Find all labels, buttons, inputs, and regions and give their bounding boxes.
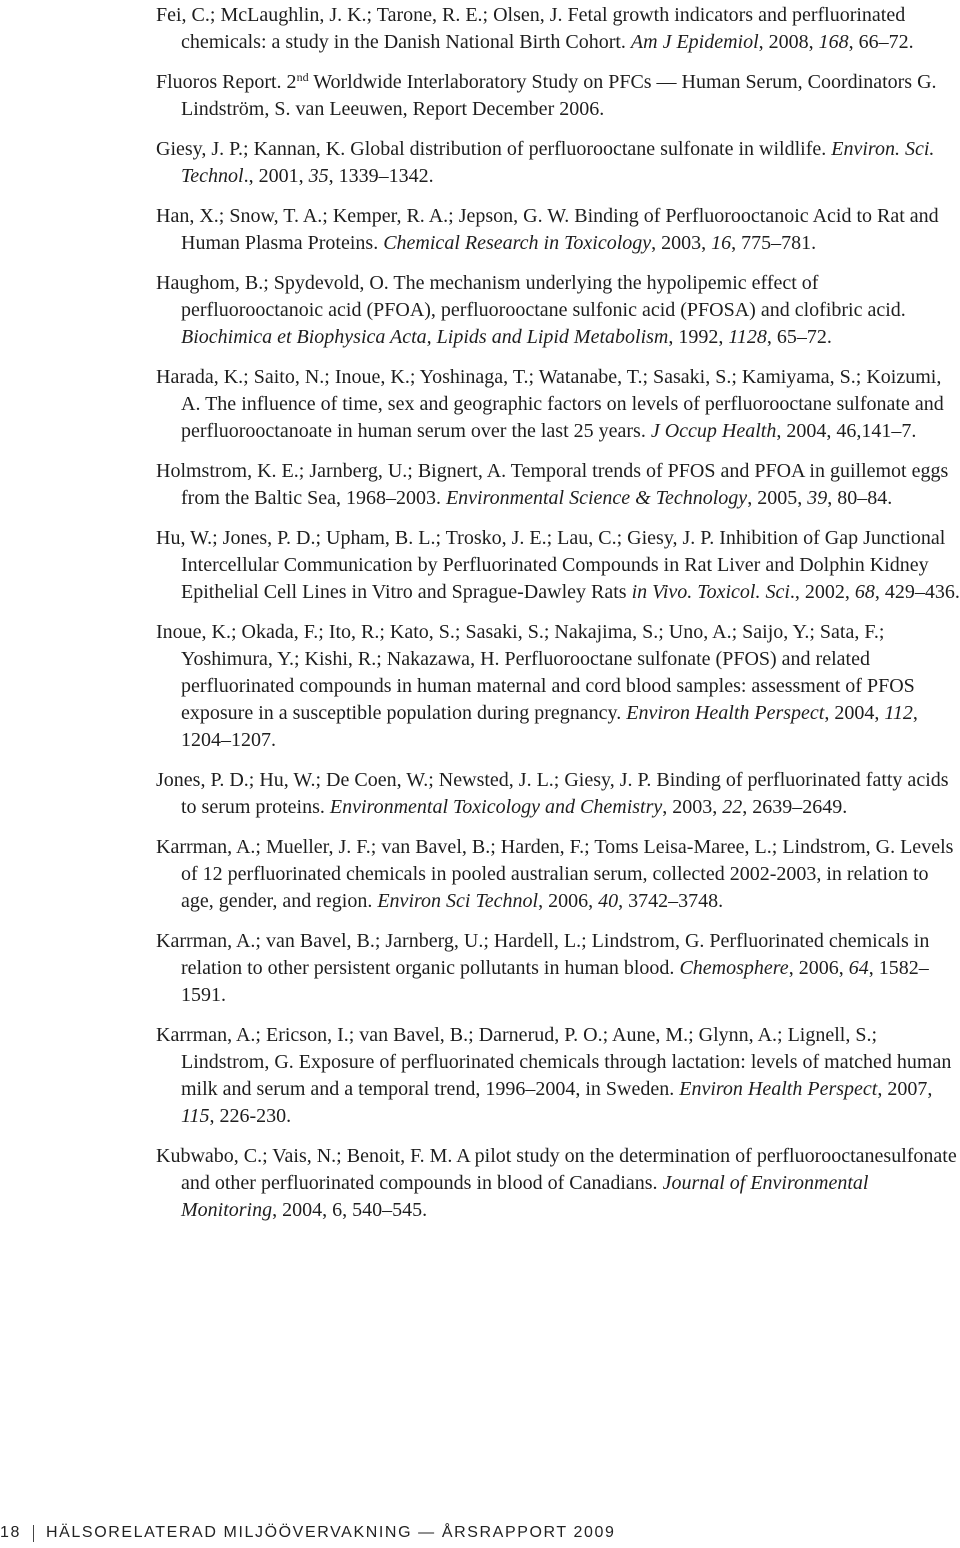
- ref-volume: 64: [848, 957, 869, 979]
- ref-pages: , 1582–1591.: [181, 957, 929, 1006]
- ref-pages: , 2639–2649.: [742, 796, 848, 818]
- ref-volume: 40: [598, 890, 619, 912]
- ref-authors: Haughom, B.; Spydevold, O.: [156, 272, 389, 294]
- ref-volume: 35: [308, 165, 329, 187]
- ref-journal: Environmental Toxicology and Chemistry: [329, 796, 663, 818]
- reference-entry: [156, 136, 960, 190]
- ref-journal: Environmental Science & Technology: [445, 487, 748, 509]
- ref-journal: Environ. Sci. Technol: [181, 138, 935, 187]
- ref-authors: Fei, C.; McLaughlin, J. K.; Tarone, R. E.; Olsen, J.: [156, 4, 563, 26]
- ref-title: The mechanism underlying the hypolipemic effect of perfluorooctanoic acid (PFOA), perfluorooctane sulfonic acid (PFOSA) and clofibric acid.: [181, 272, 906, 321]
- ref-journal: Journal of Environmental Monitoring: [181, 1172, 869, 1221]
- reference-entry: [156, 619, 960, 754]
- reference-entry: [156, 270, 960, 351]
- ref-title: Fluoros Report. 2: [156, 71, 297, 93]
- reference-list: [156, 2, 960, 1237]
- ref-authors: Hu, W.; Jones, P. D.; Upham, B. L.; Trosko, J. E.; Lau, C.; Giesy, J. P.: [156, 527, 715, 549]
- ref-year: ., 2001,: [243, 165, 309, 187]
- reference-entry: [156, 69, 960, 123]
- ref-authors: Karrman, A.; Mueller, J. F.; van Bavel, B.; Harden, F.; Toms Leisa-Maree, L.; Lindstrom, G.: [156, 836, 896, 858]
- ref-title: Global distribution of perfluorooctane sulfonate in wildlife.: [350, 138, 827, 160]
- ref-volume: 16: [711, 232, 732, 254]
- reference-entry: [156, 458, 960, 512]
- ref-journal: Environ Health Perspect: [679, 1078, 878, 1100]
- ref-year: , 2004, 46,141–7.: [776, 420, 917, 442]
- ref-pages: , 1339–1342.: [328, 165, 434, 187]
- ref-title: A pilot study on the determination of perfluorooctanesulfonate and other perfluorinated compounds in blood of Canadians.: [181, 1145, 957, 1194]
- ref-authors: Karrman, A.; van Bavel, B.; Jarnberg, U.; Hardell, L.; Lindstrom, G.: [156, 930, 705, 952]
- reference-entry: [156, 364, 960, 445]
- ref-journal: Chemical Research in Toxicology: [383, 232, 652, 254]
- ref-superscript: nd: [296, 70, 309, 84]
- reference-entry: [156, 767, 960, 821]
- ref-authors: Holmstrom, K. E.; Jarnberg, U.; Bignert, A.: [156, 460, 507, 482]
- ref-authors: Karrman, A.; Ericson, I.; van Bavel, B.; Darnerud, P. O.; Aune, M.; Glynn, A.; Lignell, S.; Lindstrom, G.: [156, 1024, 878, 1073]
- ref-authors: Han, X.; Snow, T. A.; Kemper, R. A.; Jepson, G. W.: [156, 205, 570, 227]
- ref-pages: , 1204–1207.: [181, 702, 918, 751]
- ref-title: Levels of 12 perfluorinated chemicals in pooled australian serum, collected 2002-2003, in relation to age, gender, and region.: [181, 836, 954, 912]
- reference-entry: [156, 203, 960, 257]
- ref-volume: 115: [181, 1105, 210, 1127]
- reference-entry: [156, 928, 960, 1009]
- reference-entry: [156, 1022, 960, 1130]
- ref-journal: J Occup Health: [650, 420, 777, 442]
- ref-authors: Inoue, K.; Okada, F.; Ito, R.; Kato, S.; Sasaki, S.; Nakajima, S.; Uno, A.; Saijo, Y.; Sata, F.; Yoshimura, Y.; Kishi, R.; Nakazawa, H.: [156, 621, 885, 670]
- ref-title: Binding of perfluorinated fatty acids to serum proteins.: [181, 769, 949, 818]
- ref-journal: Environ Sci Technol: [377, 890, 539, 912]
- ref-volume: 39: [807, 487, 828, 509]
- ref-journal: in Vivo. Toxicol. Sci: [631, 581, 790, 603]
- ref-title: Fetal growth indicators and perfluorinated chemicals: a study in the Danish National Birth Cohort.: [181, 4, 906, 53]
- ref-year: , 1992,: [668, 326, 729, 348]
- page-footer: [0, 1518, 616, 1548]
- reference-entry: [156, 834, 960, 915]
- ref-pages: , 66–72.: [848, 31, 914, 53]
- ref-pages: , 3742–3748.: [618, 890, 724, 912]
- ref-title: Exposure of perfluorinated chemicals through lactation: levels of matched human milk and serum and a temporal trend, 1996–2004, in Sweden.: [181, 1051, 952, 1100]
- ref-pages: , 65–72.: [766, 326, 832, 348]
- ref-journal: Environ Health Perspect: [626, 702, 825, 724]
- ref-title: The influence of time, sex and geographic factors on levels of perfluorooctane sulfonate and perfluorooctanoate in human serum over the last 25 years.: [181, 393, 944, 442]
- ref-authors: Harada, K.; Saito, N.; Inoue, K.; Yoshinaga, T.; Watanabe, T.; Sasaki, S.; Kamiyama, S.; Koizumi, A.: [156, 366, 942, 415]
- reference-entry: [156, 2, 960, 56]
- ref-authors: Kubwabo, C.; Vais, N.; Benoit, F. M.: [156, 1145, 453, 1167]
- ref-title: Binding of Perfluorooctanoic Acid to Rat and Human Plasma Proteins.: [181, 205, 939, 254]
- ref-authors: Giesy, J. P.; Kannan, K.: [156, 138, 346, 160]
- ref-title: Inhibition of Gap Junctional Intercellular Communication by Perfluorinated Compounds in Rat Liver and Dolphin Kidney Epithelial Cell Lines in Vitro and Sprague-Dawley Rats: [181, 527, 946, 603]
- ref-year: , 2004,: [824, 702, 885, 724]
- ref-journal: Biochimica et Biophysica Acta, Lipids and Lipid Metabolism: [181, 326, 669, 348]
- ref-volume: 1128: [728, 326, 767, 348]
- ref-year: , 2003,: [651, 232, 712, 254]
- ref-volume: 112: [884, 702, 913, 724]
- ref-volume: 22: [722, 796, 743, 818]
- page-number: 18: [0, 1524, 21, 1541]
- ref-year: , 2005,: [747, 487, 808, 509]
- ref-title: Perfluorooctane sulfonate (PFOS) and related perfluorinated compounds in human maternal and cord blood samples: assessment of PFOS exposure in a susceptible population during pregnancy.: [181, 648, 915, 724]
- ref-year: ., 2002,: [789, 581, 855, 603]
- reference-entry: [156, 1143, 960, 1224]
- ref-year: , 2006,: [788, 957, 849, 979]
- ref-year: , 2007,: [877, 1078, 933, 1100]
- ref-pages: , 80–84.: [827, 487, 893, 509]
- ref-title: Perfluorinated chemicals in relation to other persistent organic pollutants in human blood.: [181, 930, 930, 979]
- ref-journal: Chemosphere: [679, 957, 789, 979]
- ref-title-rest: Worldwide Interlaboratory Study on PFCs — Human Serum, Coordinators G. Lindström, S. van Leeuwen, Report December 2006.: [181, 71, 937, 120]
- ref-authors: Jones, P. D.; Hu, W.; De Coen, W.; Newsted, J. L.; Giesy, J. P.: [156, 769, 652, 791]
- footer-divider: [33, 1525, 34, 1542]
- ref-pages: , 775–781.: [731, 232, 817, 254]
- ref-title: Temporal trends of PFOS and PFOA in guillemot eggs from the Baltic Sea, 1968–2003.: [181, 460, 949, 509]
- publication-title: HÄLSORELATERAD MILJÖÖVERVAKNING — ÅRSRAPPORT 2009: [46, 1524, 616, 1541]
- ref-pages: , 429–436.: [874, 581, 960, 603]
- reference-entry: [156, 525, 960, 606]
- ref-year: , 2004, 6, 540–545.: [272, 1199, 428, 1221]
- ref-journal: Am J Epidemiol: [630, 31, 759, 53]
- ref-year: , 2003,: [662, 796, 723, 818]
- ref-year: , 2008,: [758, 31, 819, 53]
- ref-volume: 68: [854, 581, 875, 603]
- ref-volume: 168: [818, 31, 849, 53]
- ref-year: , 2006,: [538, 890, 599, 912]
- ref-pages: , 226-230.: [209, 1105, 292, 1127]
